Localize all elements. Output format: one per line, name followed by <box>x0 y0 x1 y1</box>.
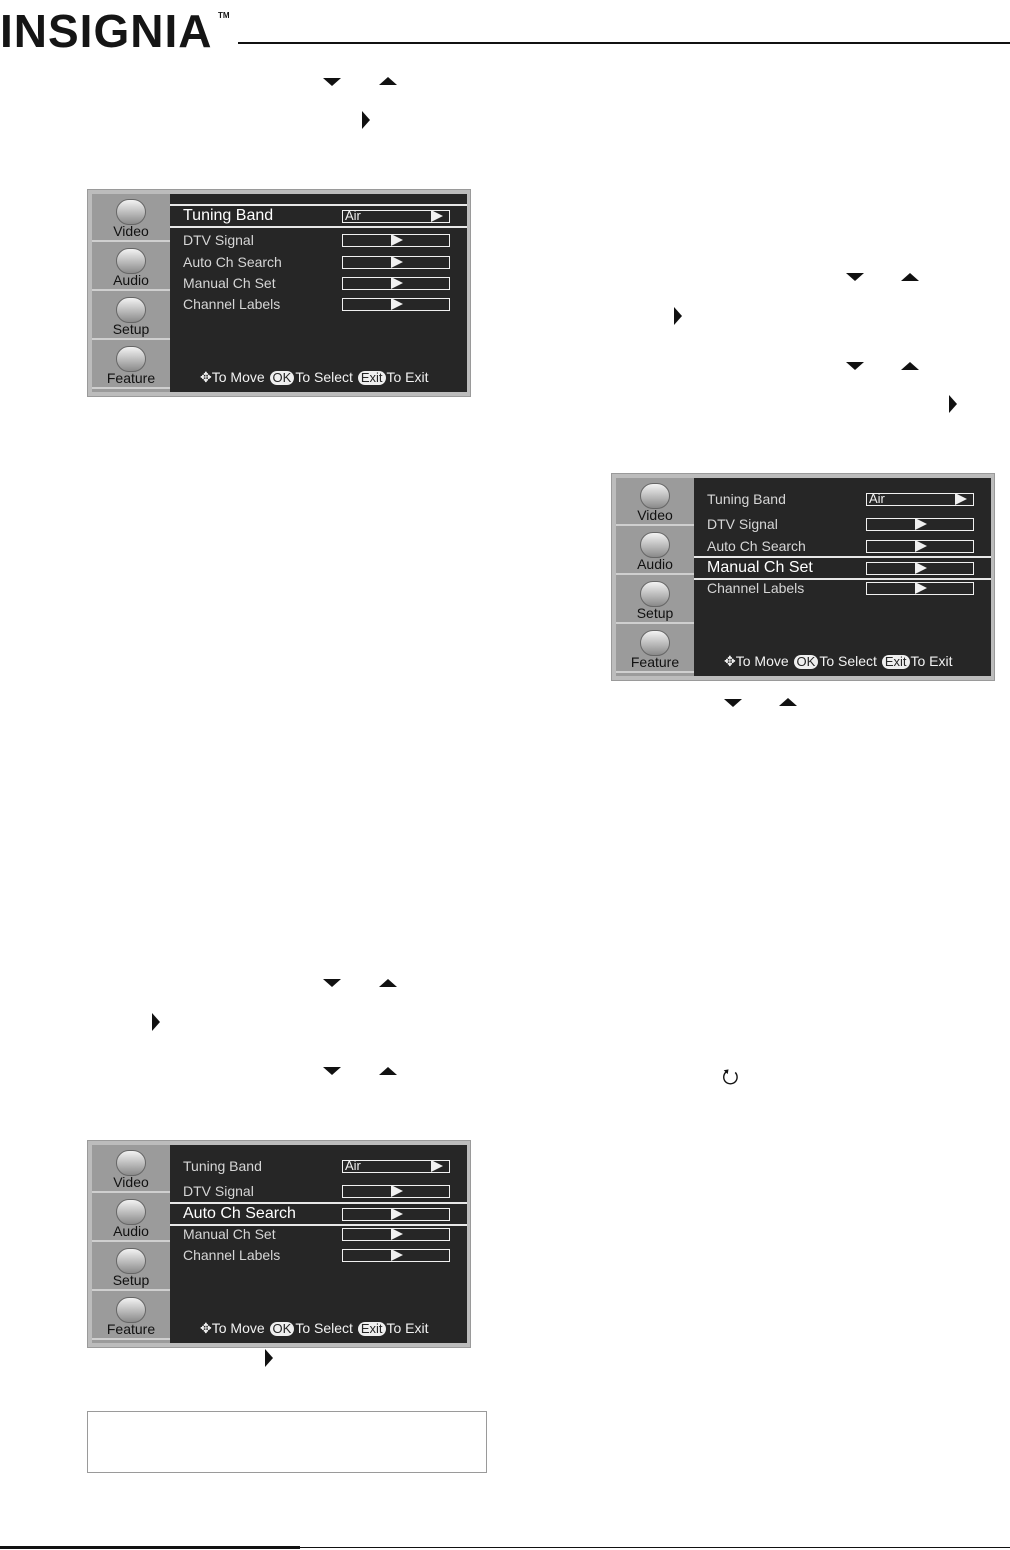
trademark-mark: TM <box>218 11 230 20</box>
up-arrow-icon <box>379 979 397 987</box>
setup-icon <box>640 581 670 607</box>
sidebar-item-feature[interactable] <box>92 341 170 389</box>
setup-icon <box>116 1248 146 1274</box>
tv-osd-menu-tuning-band <box>87 189 471 397</box>
exit-key-icon: Exit <box>358 371 386 385</box>
menu-row-manual-ch-set[interactable] <box>170 1223 467 1245</box>
menu-row-tuning-band[interactable] <box>694 488 991 510</box>
sidebar-item-label: Video <box>637 507 673 523</box>
osd-hint-bar <box>200 1320 429 1336</box>
down-arrow-icon <box>323 979 341 987</box>
ok-key-icon: OK <box>270 1322 295 1336</box>
menu-row-manual-ch-set[interactable] <box>170 272 467 294</box>
menu-row-tuning-band[interactable] <box>170 204 467 228</box>
header-rule <box>238 42 1010 44</box>
sidebar-item-video[interactable] <box>92 1145 170 1193</box>
menu-row-value-box[interactable] <box>866 540 974 553</box>
right-arrow-icon <box>391 298 403 310</box>
menu-row-value: Air <box>345 1158 361 1173</box>
right-arrow-icon <box>915 582 927 594</box>
tv-osd-menu-auto-ch-search <box>87 1140 471 1348</box>
menu-row-value-box[interactable] <box>342 210 450 223</box>
audio-icon <box>116 248 146 274</box>
note-box <box>87 1411 487 1473</box>
down-arrow-icon <box>846 362 864 370</box>
right-arrow-icon <box>391 277 403 289</box>
menu-row-value-box[interactable] <box>866 562 974 575</box>
osd-panel <box>170 194 467 392</box>
sidebar-item-label: Video <box>113 1174 149 1190</box>
sidebar-item-label: Feature <box>106 370 156 386</box>
video-icon <box>116 1150 146 1176</box>
up-arrow-icon <box>379 77 397 85</box>
osd-sidebar <box>92 1145 170 1343</box>
menu-row-value-box[interactable] <box>342 256 450 269</box>
sidebar-item-label: Video <box>113 223 149 239</box>
menu-row-value-box[interactable] <box>342 1249 450 1262</box>
cycle-icon: ⭮ <box>722 1066 739 1088</box>
menu-row-label: Manual Ch Set <box>183 1226 276 1242</box>
feature-icon <box>116 346 146 372</box>
menu-row-dtv-signal[interactable] <box>170 1180 467 1202</box>
right-arrow-icon <box>362 111 370 129</box>
right-arrow-icon <box>391 234 403 246</box>
osd-panel <box>170 1145 467 1343</box>
hint-exit-text: To Exit <box>910 653 953 669</box>
right-arrow-icon <box>915 540 927 552</box>
right-arrow-icon <box>391 1249 403 1261</box>
osd-hint-bar <box>200 369 429 385</box>
down-arrow-icon <box>323 1067 341 1075</box>
hint-move-text: To Move <box>735 653 789 669</box>
sidebar-item-setup[interactable] <box>92 292 170 340</box>
hint-exit-text: To Exit <box>386 369 429 385</box>
menu-row-value-box[interactable] <box>866 493 974 506</box>
menu-row-label: Channel Labels <box>707 580 805 596</box>
up-arrow-icon <box>379 1067 397 1075</box>
menu-row-dtv-signal[interactable] <box>694 513 991 535</box>
sidebar-item-feature[interactable] <box>92 1292 170 1340</box>
video-icon <box>640 483 670 509</box>
sidebar-item-feature[interactable] <box>616 625 694 673</box>
sidebar-item-label: Setup <box>112 1272 150 1288</box>
right-arrow-icon <box>391 1228 403 1240</box>
menu-row-value-box[interactable] <box>342 298 450 311</box>
menu-row-label: Tuning Band <box>707 491 786 507</box>
audio-icon <box>640 532 670 558</box>
menu-row-value: Air <box>345 208 361 223</box>
sidebar-item-label: Audio <box>113 272 149 288</box>
right-arrow-icon <box>915 562 927 574</box>
right-arrow-icon <box>955 493 967 505</box>
menu-row-dtv-signal[interactable] <box>170 229 467 251</box>
footer-rule <box>0 1546 300 1549</box>
menu-row-label: Tuning Band <box>183 1158 262 1174</box>
menu-row-label: DTV Signal <box>183 232 254 248</box>
menu-row-value-box[interactable] <box>342 1228 450 1241</box>
menu-row-value-box[interactable] <box>866 518 974 531</box>
sidebar-item-label: Audio <box>113 1223 149 1239</box>
feature-icon <box>116 1297 146 1323</box>
menu-row-channel-labels[interactable] <box>694 577 991 599</box>
menu-row-label: DTV Signal <box>707 516 778 532</box>
menu-row-label: Auto Ch Search <box>183 254 282 270</box>
down-arrow-icon <box>846 273 864 281</box>
menu-row-auto-ch-search[interactable] <box>694 535 991 557</box>
move-arrows-icon: ✥ <box>200 1320 212 1336</box>
menu-row-label: DTV Signal <box>183 1183 254 1199</box>
tv-osd-menu-manual-ch-set <box>611 473 995 681</box>
sidebar-item-label: Setup <box>112 321 150 337</box>
sidebar-item-label: Feature <box>106 1321 156 1337</box>
sidebar-item-audio[interactable] <box>616 527 694 575</box>
right-arrow-icon <box>431 210 443 222</box>
menu-row-label: Manual Ch Set <box>707 559 813 576</box>
right-arrow-icon <box>431 1160 443 1172</box>
sidebar-item-label: Feature <box>630 654 680 670</box>
hint-select-text: To Select <box>819 653 877 669</box>
sidebar-item-setup[interactable] <box>616 576 694 624</box>
move-arrows-icon: ✥ <box>200 369 212 385</box>
menu-row-auto-ch-search[interactable] <box>170 251 467 273</box>
move-arrows-icon: ✥ <box>724 653 736 669</box>
insignia-logo: INSIGNIA <box>0 5 213 57</box>
exit-key-icon: Exit <box>358 1322 386 1336</box>
menu-row-label: Auto Ch Search <box>183 1205 296 1222</box>
menu-row-label: Channel Labels <box>183 1247 281 1263</box>
footer-rule-thin <box>300 1547 1010 1548</box>
right-arrow-icon <box>949 395 957 413</box>
right-arrow-icon <box>152 1013 160 1031</box>
sidebar-item-label: Audio <box>637 556 673 572</box>
up-arrow-icon <box>779 698 797 706</box>
menu-row-label: Auto Ch Search <box>707 538 806 554</box>
sidebar-item-audio[interactable] <box>92 243 170 291</box>
up-arrow-icon <box>901 362 919 370</box>
osd-sidebar <box>92 194 170 392</box>
menu-row-value-box[interactable] <box>342 234 450 247</box>
menu-row-value-box[interactable] <box>342 1208 450 1221</box>
hint-select-text: To Select <box>295 369 353 385</box>
menu-row-channel-labels[interactable] <box>170 1244 467 1266</box>
ok-key-icon: OK <box>270 371 295 385</box>
sidebar-item-setup[interactable] <box>92 1243 170 1291</box>
setup-icon <box>116 297 146 323</box>
right-arrow-icon <box>265 1349 273 1367</box>
ok-key-icon: OK <box>794 655 819 669</box>
sidebar-item-video[interactable] <box>92 194 170 242</box>
osd-panel <box>694 478 991 676</box>
right-arrow-icon <box>391 1185 403 1197</box>
feature-icon <box>640 630 670 656</box>
osd-hint-bar <box>724 653 953 669</box>
menu-row-tuning-band[interactable] <box>170 1155 467 1177</box>
hint-move-text: To Move <box>211 1320 265 1336</box>
hint-move-text: To Move <box>211 369 265 385</box>
menu-row-value-box[interactable] <box>342 1160 450 1173</box>
menu-row-label: Manual Ch Set <box>183 275 276 291</box>
menu-row-value-box[interactable] <box>342 1185 450 1198</box>
right-arrow-icon <box>915 518 927 530</box>
audio-icon <box>116 1199 146 1225</box>
menu-row-label: Tuning Band <box>183 207 274 224</box>
menu-row-value-box[interactable] <box>866 582 974 595</box>
right-arrow-icon <box>391 256 403 268</box>
video-icon <box>116 199 146 225</box>
right-arrow-icon <box>391 1208 403 1220</box>
sidebar-item-video[interactable] <box>616 478 694 526</box>
menu-row-channel-labels[interactable] <box>170 293 467 315</box>
down-arrow-icon <box>323 78 341 86</box>
down-arrow-icon <box>724 699 742 707</box>
exit-key-icon: Exit <box>882 655 910 669</box>
menu-row-value: Air <box>869 491 885 506</box>
sidebar-item-label: Setup <box>636 605 674 621</box>
up-arrow-icon <box>901 273 919 281</box>
sidebar-item-audio[interactable] <box>92 1194 170 1242</box>
hint-exit-text: To Exit <box>386 1320 429 1336</box>
menu-row-value-box[interactable] <box>342 277 450 290</box>
osd-sidebar <box>616 478 694 676</box>
hint-select-text: To Select <box>295 1320 353 1336</box>
menu-row-label: Channel Labels <box>183 296 281 312</box>
right-arrow-icon <box>674 307 682 325</box>
